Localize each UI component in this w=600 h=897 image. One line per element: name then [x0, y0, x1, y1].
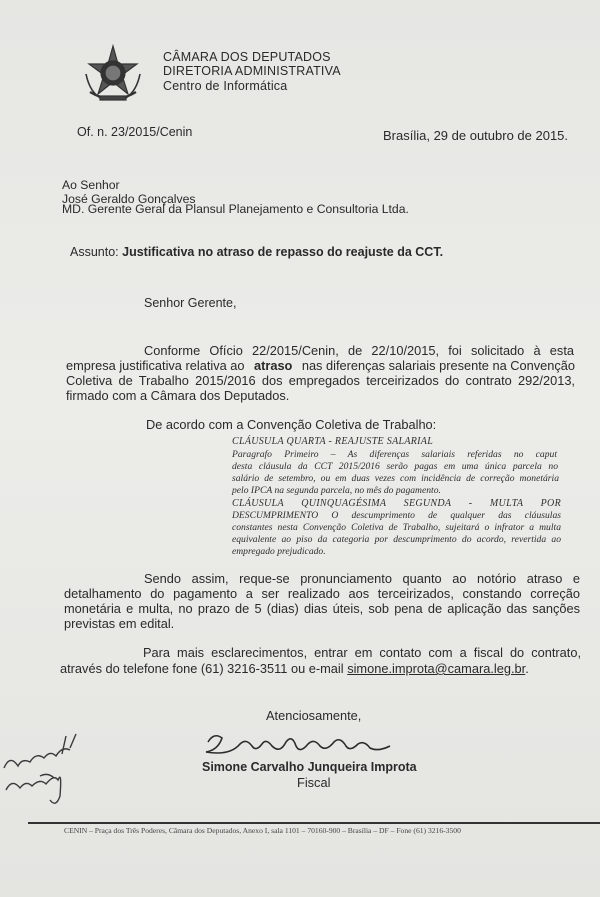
paragraph-2-line-1: Sendo assim, reque-se pronunciamento quanto ao notório atraso e	[144, 571, 580, 586]
paragraph-1-line-2a: empresa justificativa relativa ao	[66, 358, 245, 373]
footer-address: CENIN – Praça dos Três Poderes, Câmara dos Deputados, Anexo I, sala 1101 – 70160-900 – Brasília – DF – Fone (61) 3216-3500	[64, 826, 461, 835]
signer-role: Fiscal	[297, 775, 331, 790]
paragraph-1-line-1: Conforme Ofício 22/2015/Cenin, de 22/10/2015, foi solicitado à esta	[144, 343, 574, 358]
clause-52-line-2: constantes nesta Convenção Coletiva de Trabalho, sujeitará o infrator a multa	[232, 522, 561, 533]
subject-line	[70, 245, 443, 259]
clause-52-line-3: equivalente ao piso da categoria por descumprimento do acordo, revertida ao	[232, 534, 561, 545]
contact-email-link[interactable]: simone.improta@camara.leg.br	[347, 661, 526, 676]
clause-4-line-2: desta cláusula da CCT 2015/2016 serão pagas em uma única parcela no	[232, 461, 558, 472]
subject-text: Justificativa no atraso de repasso do reajuste da CCT.	[122, 245, 444, 259]
paragraph-3-line-2	[60, 661, 529, 676]
paragraph-1-line-2	[66, 358, 575, 373]
clause-4-title: CLÁUSULA QUARTA - REAJUSTE SALARIAL	[232, 436, 434, 447]
recipient-title: MD. Gerente Geral da Plansul Planejamento e Consultoria Ltda.	[62, 202, 409, 216]
recipient-name: José Geraldo Gonçalves	[62, 192, 196, 206]
clause-52-line-1: DESCUMPRIMENTO O descumprimento de qualquer das cláusulas	[232, 510, 561, 521]
header-department: Centro de Informática	[163, 79, 288, 93]
footer-divider	[28, 822, 600, 824]
subject-label: Assunto:	[70, 245, 119, 259]
paragraph-2-line-2: detalhamento do pagamento a ser realizado aos terceirizados, constando correção	[64, 586, 580, 601]
contact-text: através do telefone fone (61) 3216-3511 ou e-mail	[60, 661, 344, 676]
header-directorate: DIRETORIA ADMINISTRATIVA	[163, 64, 341, 78]
contact-period: .	[525, 661, 529, 676]
clause-52-line-4: empregado prejudicado.	[232, 546, 326, 557]
header-org-name: CÂMARA DOS DEPUTADOS	[163, 50, 331, 64]
paragraph-3-line-1: Para mais esclarecimentos, entrar em contato com a fiscal do contrato,	[143, 645, 581, 660]
paragraph-1-line-2c: nas diferenças salariais presente na Convenção	[301, 358, 575, 373]
clause-4-line-1: Paragrafo Primeiro – As diferenças salariais referidas no caput	[232, 449, 557, 460]
salutation: Senhor Gerente,	[144, 296, 237, 310]
signer-name: Simone Carvalho Junqueira Improta	[202, 760, 417, 774]
clause-4-line-3: salário de setembro, ou em duas vezes com incidência de correção monetária	[232, 473, 559, 484]
closing: Atenciosamente,	[266, 708, 362, 723]
handwritten-signature	[200, 728, 400, 762]
paragraph-1-line-3: Coletiva de Trabalho 2015/2016 dos empregados terceirizados do contrato 292/2013,	[66, 373, 575, 388]
recipient-greeting: Ao Senhor	[62, 178, 120, 192]
paragraph-1-emphasis: atraso	[253, 358, 293, 373]
cct-intro: De acordo com a Convenção Coletiva de Trabalho:	[146, 417, 437, 432]
clause-4-line-4: pelo IPCA na segunda parcela, no mês do pagamento.	[232, 485, 441, 496]
document-reference: Of. n. 23/2015/Cenin	[77, 125, 193, 139]
handwritten-receipt-note	[0, 728, 90, 818]
paragraph-2-line-3: monetária e multa, no prazo de 5 (dias) dias úteis, sob pena de aplicação das sanções	[64, 601, 580, 616]
clause-52-title: CLÁUSULA QUINQUAGÉSIMA SEGUNDA - MULTA POR	[232, 498, 561, 509]
coat-of-arms-icon	[82, 44, 144, 106]
paragraph-1-line-4: firmado com a Câmara dos Deputados.	[66, 388, 290, 403]
paragraph-2-line-4: previstas em edital.	[64, 616, 175, 631]
document-date: Brasília, 29 de outubro de 2015.	[383, 128, 569, 143]
